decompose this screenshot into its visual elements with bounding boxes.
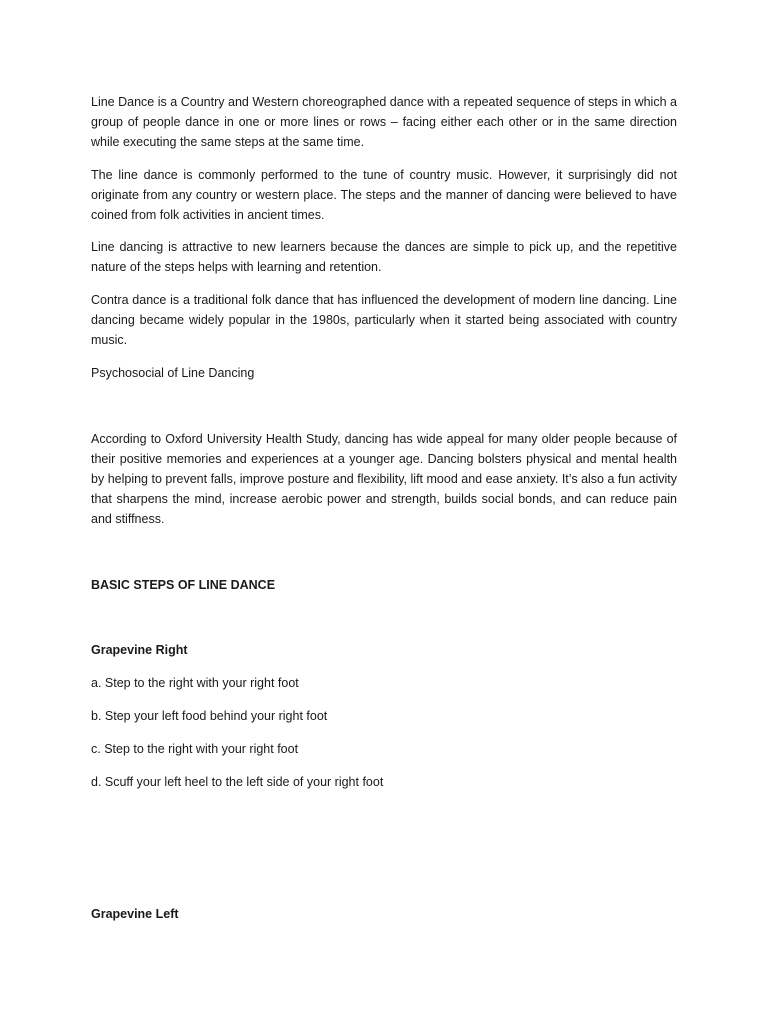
- basic-steps-heading: BASIC STEPS OF LINE DANCE: [91, 578, 276, 592]
- paragraph-line-dance-origin: The line dance is commonly performed to the tune of country music. However, it surprisingly did not originate from any country or western place. The steps and the manner of dancing were believed to have coined from folk activities in ancient times.: [91, 168, 677, 222]
- psychosocial-heading: Psychosocial of Line Dancing: [91, 366, 255, 380]
- grapevine-left-title: Grapevine Left: [91, 907, 179, 921]
- grapevine-right-step-b: b. Step your left food behind your right foot: [91, 709, 328, 723]
- grapevine-right-title: Grapevine Right: [91, 643, 188, 657]
- paragraph-line-dance-attractive: Line dancing is attractive to new learners because the dances are simple to pick up, and the repetitive nature of the steps helps with learning and retention.: [91, 240, 677, 274]
- grapevine-right-step-d: d. Scuff your left heel to the left side of your right foot: [91, 775, 384, 789]
- paragraph-psychosocial: According to Oxford University Health Study, dancing has wide appeal for many older people because of their positive memories and experiences at a younger age. Dancing bolsters physical and mental health by helping to prevent falls, improve posture and flexibility, lift mood and ease anxiety. It’s also a fun activity that sharpens the mind, increase aerobic power and strength, builds social bonds, and can reduce pain and stiffness.: [91, 432, 677, 526]
- paragraph-line-dance-definition: Line Dance is a Country and Western choreographed dance with a repeated sequence of steps in which a group of people dance in one or more lines or rows – facing either each other or in the same direction while executing the same steps at the same time.: [91, 95, 677, 149]
- grapevine-right-step-a: a. Step to the right with your right foot: [91, 676, 299, 690]
- grapevine-right-step-c: c. Step to the right with your right foot: [91, 742, 299, 756]
- paragraph-contra-dance: Contra dance is a traditional folk dance that has influenced the development of modern line dancing. Line dancing became widely popular in the 1980s, particularly when it started being associated with country music.: [91, 293, 677, 347]
